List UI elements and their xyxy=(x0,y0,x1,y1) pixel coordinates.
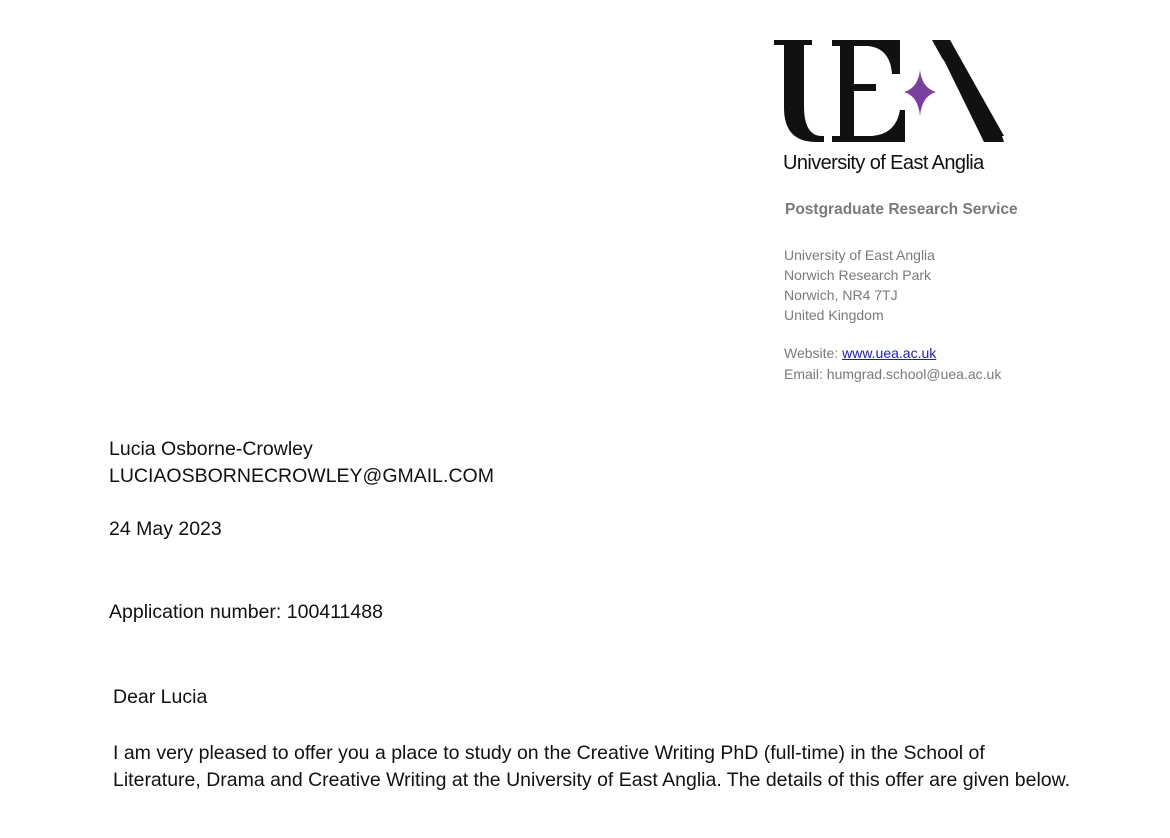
address-line: United Kingdom xyxy=(784,307,884,323)
address-block xyxy=(784,245,935,325)
address-line: University of East Anglia xyxy=(784,247,935,263)
application-number: Application number: 100411488 xyxy=(109,601,383,623)
salutation: Dear Lucia xyxy=(113,686,208,708)
service-name: Postgraduate Research Service xyxy=(785,201,1018,218)
letter-date: 24 May 2023 xyxy=(109,518,222,540)
recipient-email: LUCIAOSBORNECROWLEY@GMAIL.COM xyxy=(109,465,494,487)
recipient-name: Lucia Osborne-Crowley xyxy=(109,438,313,460)
uea-logo xyxy=(772,36,1008,148)
website-line xyxy=(784,343,1001,364)
email-line: Email: humgrad.school@uea.ac.uk xyxy=(784,366,1002,382)
uea-logo-mark xyxy=(772,36,1008,148)
recipient-block xyxy=(109,436,494,490)
contact-block xyxy=(784,343,1001,385)
address-line: Norwich Research Park xyxy=(784,267,932,283)
address-line: Norwich, NR4 7TJ xyxy=(784,287,898,303)
website-link[interactable]: www.uea.ac.uk xyxy=(842,345,937,361)
university-name: University of East Anglia xyxy=(783,152,984,174)
website-label: Website: xyxy=(784,345,843,361)
star-icon xyxy=(904,70,936,116)
body-paragraph: I am very pleased to offer you a place to study on the Creative Writing PhD (full-time) in the School of Literature, Drama and Creative Writing at the University of East Anglia. The details of this offer are given below. xyxy=(113,742,1071,791)
